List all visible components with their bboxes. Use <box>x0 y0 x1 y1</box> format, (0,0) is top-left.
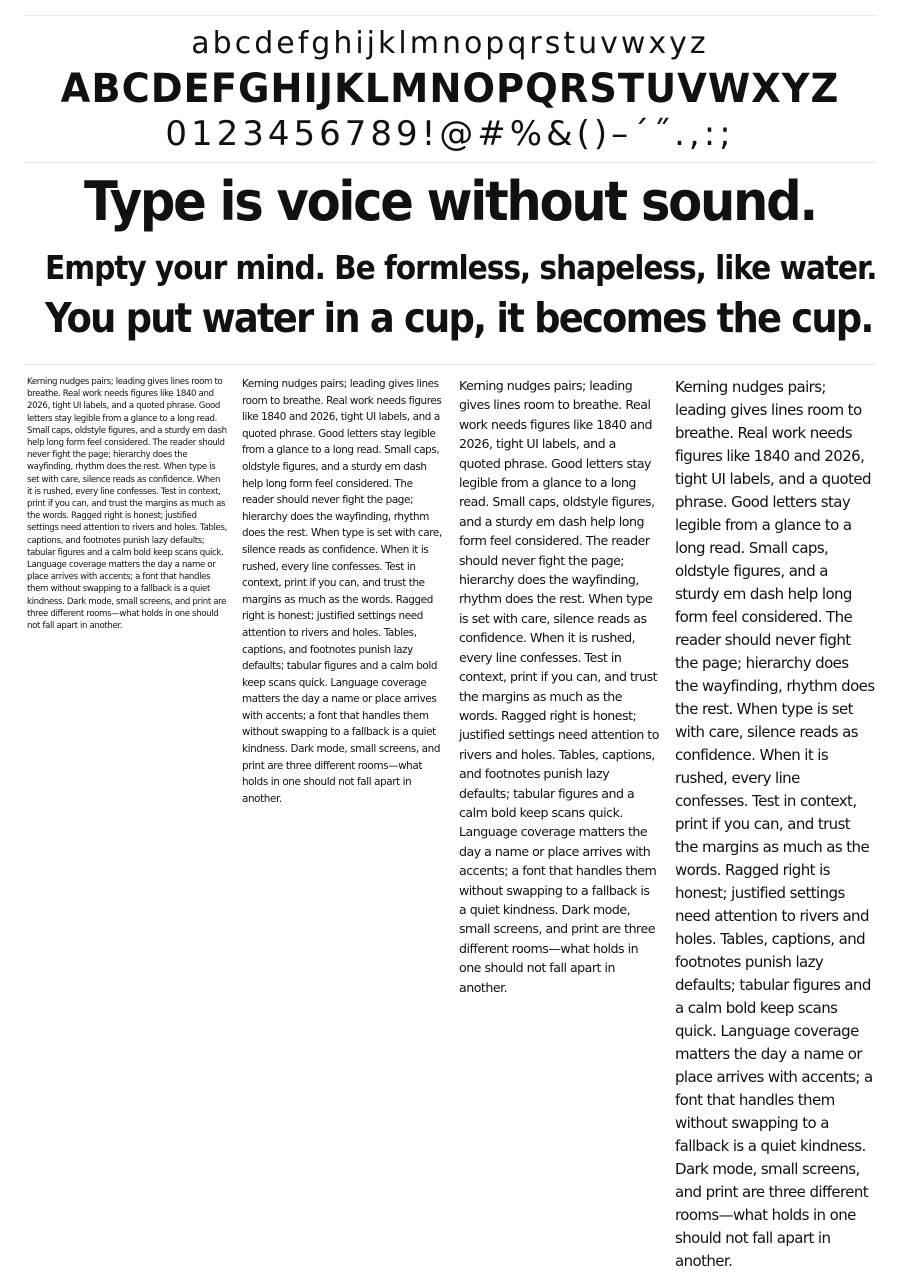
sample-line-large: Type is voice without sound. <box>84 170 816 233</box>
paragraph-size-2: Kerning nudges pairs; leading gives lines room to breathe. Real work needs figures like 1840 and 2026, tight UI labels, and a quoted phrase. Good letters stay legible from a glance to a long read. Small caps, oldstyle figures, and a sturdy em dash help long form feel considered. The reader should never fight the page; hierarchy does the wayfinding, rhythm does the rest. When type is set with care, silence reads as confidence. When it is rushed, every line confesses. Test in context, print if you can, and trust the margins as much as the words. Ragged right is honest; justified settings need attention to rivers and holes. Tables, captions, and footnotes punish lazy defaults; tabular figures and a calm bold keep scans quick. Language coverage matters the day a name or place arrives with accents; a font that handles them without swapping to a fallback is a quiet kindness. Dark mode, small screens, and print are three different rooms—what holds in one should not fall apart in another. <box>242 378 442 805</box>
sample-line-medium: Empty your mind. Be formless, shapeless, like water. <box>45 248 877 287</box>
paragraph-size-3: Kerning nudges pairs; leading gives lines room to breathe. Real work needs figures like 1840 and 2026, tight UI labels, and a quoted phrase. Good letters stay legible from a glance to a long read. Small caps, oldstyle figures, and a sturdy em dash help long form feel considered. The reader should never fight the page; hierarchy does the wayfinding, rhythm does the rest. When type is set with care, silence reads as confidence. When it is rushed, every line confesses. Test in context, print if you can, and trust the margins as much as the words. Ragged right is honest; justified settings need attention to rivers and holes. Tables, captions, and footnotes punish lazy defaults; tabular figures and a calm bold keep scans quick. Language coverage matters the day a name or place arrives with accents; a font that handles them without swapping to a fallback is a quiet kindness. Dark mode, small screens, and print are three different rooms—what holds in one should not fall apart in another. <box>459 378 659 995</box>
paragraph-size-4: Kerning nudges pairs; leading gives lines room to breathe. Real work needs figures like 1840 and 2026, tight UI labels, and a quoted phrase. Good letters stay legible from a glance to a long read. Small caps, oldstyle figures, and a sturdy em dash help long form feel considered. The reader should never fight the page; hierarchy does the wayfinding, rhythm does the rest. When type is set with care, silence reads as confidence. When it is rushed, every line confesses. Test in context, print if you can, and trust the margins as much as the words. Ragged right is honest; justified settings need attention to rivers and holes. Tables, captions, and footnotes punish lazy defaults; tabular figures and a calm bold keep scans quick. Language coverage matters the day a name or place arrives with accents; a font that handles them without swapping to a fallback is a quiet kindness. Dark mode, small screens, and print are three different rooms—what holds in one should not fall apart in another. <box>675 378 875 1270</box>
uppercase-glyphs: ABCDEFGHIJKLMNOPQRSTUVWXYZ <box>60 66 840 112</box>
digits-symbols-glyphs: 0123456789!@#%&()–´˝.,:; <box>165 114 735 154</box>
lowercase-glyphs: abcdefghijklmnopqrstuvwxyz <box>191 26 709 61</box>
divider-samples <box>24 364 876 365</box>
paragraph-size-1: Kerning nudges pairs; leading gives lines room to breathe. Real work needs figures like 1840 and 2026, tight UI labels, and a quoted phrase. Good letters stay legible from a glance to a long read. Small caps, oldstyle figures, and a sturdy em dash help long form feel considered. The reader should never fight the page; hierarchy does the wayfinding, rhythm does the rest. When type is set with care, silence reads as confidence. When it is rushed, every line confesses. Test in context, print if you can, and trust the margins as much as the words. Ragged right is honest; justified settings need attention to rivers and holes. Tables, captions, and footnotes punish lazy defaults; tabular figures and a calm bold keep scans quick. Language coverage matters the day a name or place arrives with accents; a font that handles them without swapping to a fallback is a quiet kindness. Dark mode, small screens, and print are three different rooms—what holds in one should not fall apart in another. <box>27 377 227 632</box>
divider-glyphs <box>24 162 876 163</box>
divider-top <box>24 15 876 16</box>
sample-line-medium-bold: You put water in a cup, it becomes the cup. <box>45 294 873 342</box>
